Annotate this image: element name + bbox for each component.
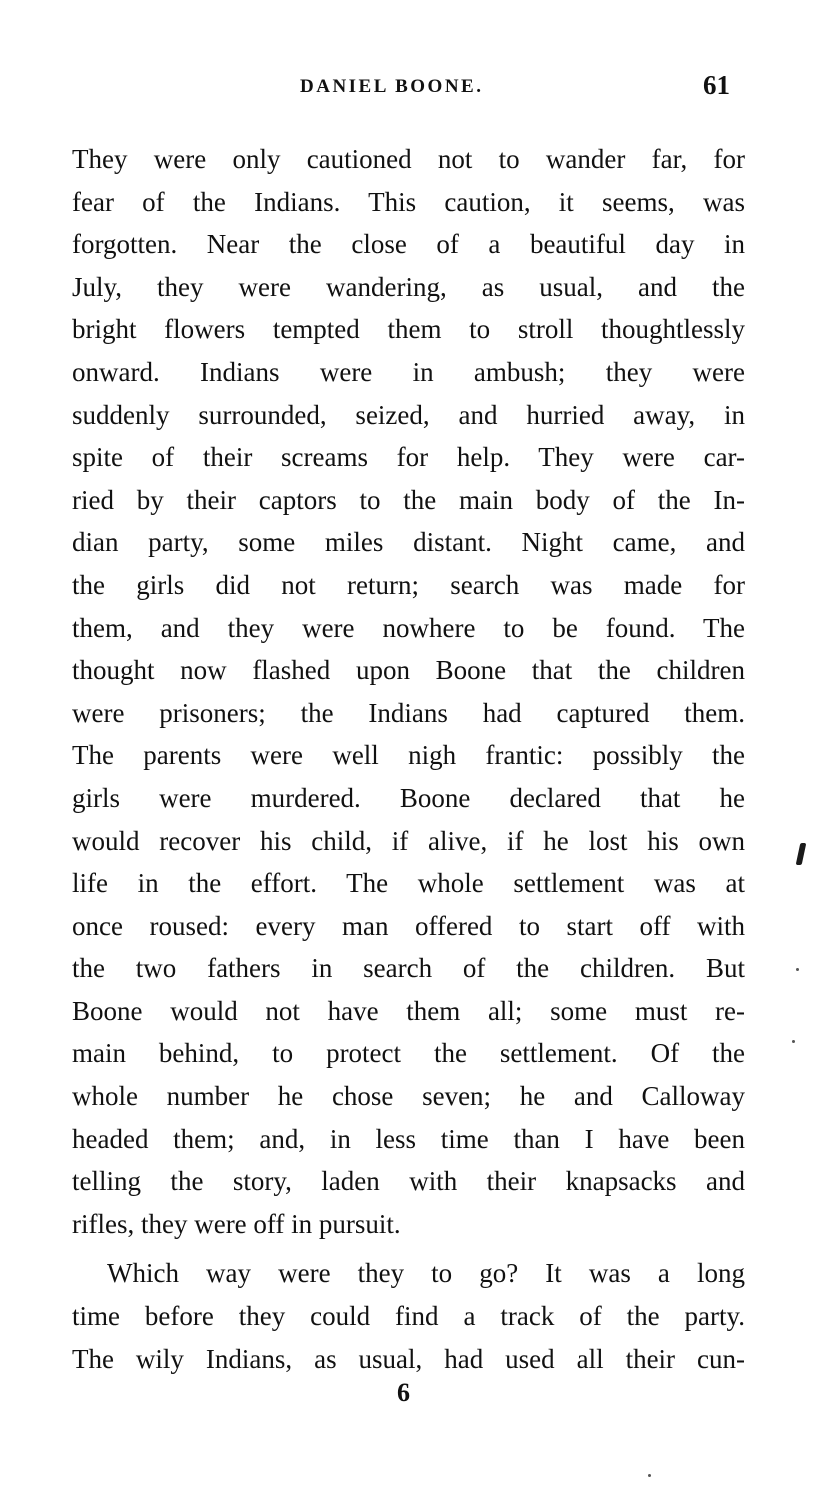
page-number: 61 bbox=[703, 70, 730, 100]
text-line: Which way were they to go? It was a long bbox=[107, 1258, 745, 1289]
margin-ink-mark bbox=[796, 843, 807, 865]
text-line: rifles, they were off in pursuit. bbox=[72, 1208, 401, 1239]
body-text bbox=[72, 138, 745, 1380]
text-line: the two fathers in search of the children. But bbox=[72, 953, 745, 984]
text-line: headed them; and, in less time than I have been bbox=[72, 1123, 745, 1154]
text-line: forgotten. Near the close of a beautiful day in bbox=[72, 229, 745, 260]
text-line: onward. Indians were in ambush; they were bbox=[72, 356, 745, 387]
text-line: telling the story, laden with their knapsacks and bbox=[72, 1166, 745, 1197]
text-line: bright flowers tempted them to stroll thoughtlessly bbox=[72, 314, 745, 345]
text-line: girls were murdered. Boone declared that he bbox=[72, 782, 745, 813]
text-line: They were only cautioned not to wander far, for bbox=[72, 144, 745, 174]
text-line: July, they were wandering, as usual, and the bbox=[72, 271, 745, 302]
text-line: spite of their screams for help. They were car- bbox=[72, 442, 745, 473]
ink-speck bbox=[796, 968, 799, 971]
text-line: would recover his child, if alive, if he lost his own bbox=[72, 825, 745, 856]
text-line: dian party, some miles distant. Night came, and bbox=[72, 527, 745, 558]
paragraph bbox=[72, 1252, 745, 1380]
text-line: The wily Indians, as usual, had used all their cun- bbox=[72, 1343, 745, 1374]
text-line: main behind, to protect the settlement. Of the bbox=[72, 1038, 745, 1069]
signature-mark: 6 bbox=[397, 1378, 410, 1407]
text-line: fear of the Indians. This caution, it seems, was bbox=[72, 186, 745, 217]
paragraph bbox=[72, 138, 745, 1245]
text-line: life in the effort. The whole settlement was at bbox=[72, 868, 745, 899]
ink-speck bbox=[648, 1474, 651, 1477]
text-line: suddenly surrounded, seized, and hurried away, in bbox=[72, 399, 745, 430]
ink-speck bbox=[792, 1040, 795, 1043]
text-line: ried by their captors to the main body of the In- bbox=[72, 484, 745, 515]
text-line: were prisoners; the Indians had captured them. bbox=[72, 697, 745, 728]
text-line: Boone would not have them all; some must re- bbox=[72, 995, 745, 1026]
text-line: thought now flashed upon Boone that the children bbox=[72, 655, 745, 686]
text-line: them, and they were nowhere to be found. The bbox=[72, 612, 745, 643]
text-line: The parents were well nigh frantic: possibly the bbox=[72, 740, 745, 771]
text-line: once roused: every man offered to start off with bbox=[72, 910, 745, 941]
text-line: whole number he chose seven; he and Calloway bbox=[72, 1081, 745, 1112]
text-line: time before they could find a track of the party. bbox=[72, 1301, 745, 1332]
running-head: DANIEL BOONE. bbox=[300, 76, 484, 97]
text-line: the girls did not return; search was made for bbox=[72, 569, 745, 600]
